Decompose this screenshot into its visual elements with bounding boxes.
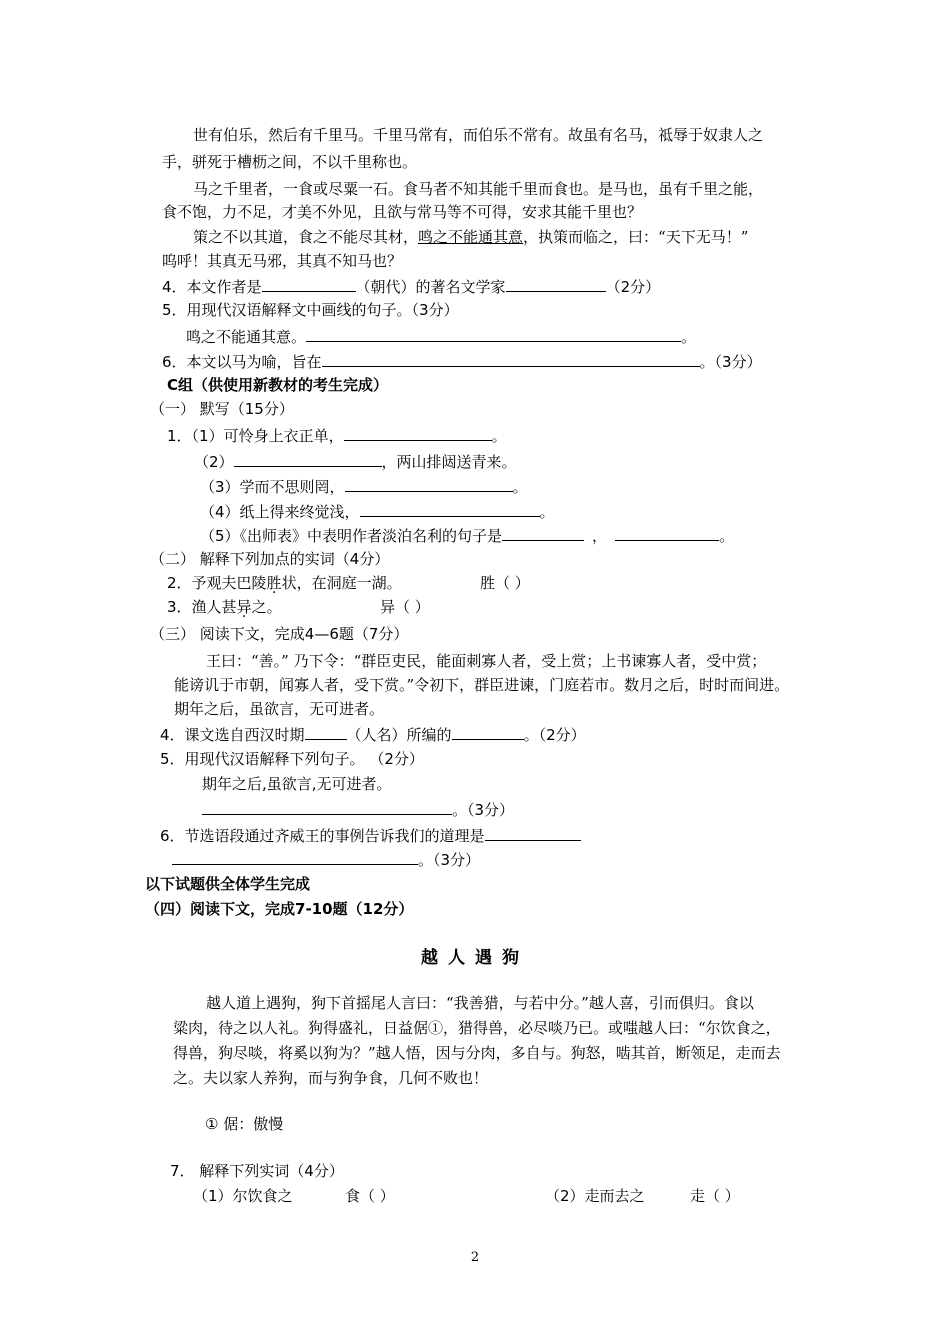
answer-blank[interactable] bbox=[344, 424, 492, 441]
text: ，两山排闼送青来。 bbox=[381, 453, 517, 471]
answer-blank[interactable] bbox=[262, 275, 356, 292]
section-header: C组（供使用新教材的考生完成） bbox=[167, 376, 389, 394]
answer-blank[interactable] bbox=[452, 723, 524, 740]
reading-line: 期年之后，虽欲言，无可进者。 bbox=[174, 700, 385, 718]
section-title: （三） 阅读下文，完成4—6题（7分） bbox=[150, 625, 409, 643]
answer-blank[interactable] bbox=[506, 275, 606, 292]
answer-blank[interactable] bbox=[305, 723, 347, 740]
dictation-3 bbox=[200, 475, 528, 498]
text: 1．（1）可怜身上衣正单， bbox=[167, 427, 344, 445]
text: （5）《出师表》中表明作者淡泊名利的句子是 bbox=[200, 527, 503, 545]
c-question-5-sentence: 期年之后,虽欲言,无可进者。 bbox=[202, 775, 392, 793]
underlined-sentence: 鸣之不能通其意 bbox=[418, 228, 524, 246]
text: 4．本文作者是 bbox=[162, 278, 262, 296]
text: 。（3分） bbox=[452, 801, 515, 819]
passage-line: 得兽，狗尽啖，将奚以狗为？”越人悟，因与分肉，多自与。狗怒，啮其首，断领足，走而去 bbox=[173, 1044, 781, 1062]
word-answer-2[interactable]: 胜（ ） bbox=[480, 574, 530, 592]
word-question-3 bbox=[167, 596, 282, 618]
text: （人名）所编的 bbox=[346, 726, 452, 744]
passage-line: 食不饱，力不足，才美不外见，且欲与常马等不可得，安求其能千里也？ bbox=[162, 203, 643, 221]
c-question-4 bbox=[160, 723, 586, 746]
text: ， bbox=[592, 527, 608, 545]
question-7-1-answer[interactable]: 食（ ） bbox=[345, 1187, 395, 1205]
passage-line: 马之千里者，一食或尽粟一石。食马者不知其能千里而食也。是马也，虽有千里之能， bbox=[193, 180, 764, 198]
passage-line: 世有伯乐，然后有千里马。千里马常有，而伯乐不常有。故虽有名马，祗辱于奴隶人之 bbox=[193, 126, 764, 144]
dotted-word: 胜 bbox=[266, 574, 282, 592]
text: 。 bbox=[512, 478, 528, 496]
dictation-2 bbox=[194, 450, 517, 473]
answer-blank[interactable] bbox=[234, 450, 382, 467]
dictation-1 bbox=[167, 424, 507, 447]
text: 。（3分） bbox=[418, 851, 481, 869]
answer-blank[interactable] bbox=[485, 824, 581, 841]
section-title: （一） 默写（15分） bbox=[150, 400, 294, 418]
question-7-2: （2）走而去之 bbox=[545, 1187, 645, 1205]
answer-blank[interactable] bbox=[345, 475, 513, 492]
text: 。（2分） bbox=[523, 726, 586, 744]
text: 策之不以其道，食之不能尽其材， bbox=[193, 228, 419, 246]
question-7-1: （1）尔饮食之 bbox=[193, 1187, 293, 1205]
text: 。 bbox=[681, 328, 697, 346]
reading-line: 王曰：“善。” 乃下令：“群臣吏民，能面刺寡人者，受上赏；上书谏寡人者，受中赏； bbox=[206, 652, 767, 670]
question-7: 7． 解释下列实词（4分） bbox=[170, 1162, 344, 1180]
c-question-6 bbox=[160, 824, 581, 847]
c-question-5-answer bbox=[202, 798, 514, 821]
text: 4．课文选自西汉时期 bbox=[160, 726, 305, 744]
text: 3．渔人甚 bbox=[167, 598, 237, 616]
dotted-word: 异 bbox=[236, 598, 252, 616]
text: 。 bbox=[719, 527, 735, 545]
text: 2．予观夫巴陵 bbox=[167, 574, 267, 592]
passage-title: 越人遇狗 bbox=[421, 948, 529, 968]
text: 状，在洞庭一湖。 bbox=[281, 574, 402, 592]
answer-blank[interactable] bbox=[202, 798, 452, 815]
question-6 bbox=[162, 350, 762, 373]
reading-line: 能谤讥于市朝，闻寡人者，受下赏。”令初下，群臣进谏，门庭若市。数月之后，时时而间进。 bbox=[174, 676, 790, 694]
passage-line: 粱肉，待之以人礼。狗得盛礼，日益倨①，猎得兽，必尽啖乃已。或嗤越人曰：“尔饮食之， bbox=[173, 1019, 781, 1037]
passage-line: 手，骈死于槽枥之间，不以千里称也。 bbox=[162, 153, 418, 171]
text: ，执策而临之，曰：“天下无马！” bbox=[523, 228, 749, 246]
text: 。 bbox=[539, 503, 555, 521]
c-question-6-answer bbox=[172, 848, 480, 871]
answer-blank[interactable] bbox=[360, 500, 540, 517]
answer-blank[interactable] bbox=[322, 350, 700, 367]
question-4 bbox=[162, 275, 660, 298]
answer-blank[interactable] bbox=[172, 848, 418, 865]
answer-blank[interactable] bbox=[306, 325, 681, 342]
text: 6．节选语段通过齐威王的事例告诉我们的道理是 bbox=[160, 827, 485, 845]
answer-blank[interactable] bbox=[615, 524, 719, 541]
section-header: 以下试题供全体学生完成 bbox=[145, 875, 311, 893]
passage-line: 呜呼！其真无马邪，其真不知马也？ bbox=[162, 252, 403, 270]
answer-blank[interactable] bbox=[502, 524, 584, 541]
text: （3）学而不思则罔， bbox=[200, 478, 345, 496]
text: （朝代）的著名文学家 bbox=[355, 278, 506, 296]
text: 鸣之不能通其意。 bbox=[186, 328, 307, 346]
question-5-answer bbox=[186, 325, 696, 348]
text: 。 bbox=[491, 427, 507, 445]
text: （2） bbox=[194, 453, 234, 471]
section-title: （四）阅读下文，完成7-10题（12分） bbox=[145, 900, 414, 918]
footnote: ① 倨：傲慢 bbox=[205, 1115, 284, 1133]
dictation-5 bbox=[200, 524, 734, 547]
page-number: 2 bbox=[470, 1250, 480, 1265]
word-answer-3[interactable]: 异（ ） bbox=[380, 598, 430, 616]
c-question-5: 5．用现代汉语解释下列句子。 （2分） bbox=[160, 750, 424, 768]
text: （2分） bbox=[605, 278, 661, 296]
question-7-2-answer[interactable]: 走（ ） bbox=[690, 1187, 740, 1205]
text: 。（3分） bbox=[699, 353, 762, 371]
question-5: 5．用现代汉语解释文中画线的句子。（3分） bbox=[162, 301, 459, 319]
passage-line: 越人道上遇狗，狗下首摇尾人言曰：“我善猎，与若中分。”越人喜，引而俱归。食以 bbox=[206, 994, 754, 1012]
passage-line: 之。夫以家人养狗，而与狗争食，几何不败也！ bbox=[173, 1069, 489, 1087]
text: 之。 bbox=[251, 598, 282, 616]
dictation-4 bbox=[200, 500, 555, 523]
text: （4）纸上得来终觉浅， bbox=[200, 503, 360, 521]
section-title: （二） 解释下列加点的实词（4分） bbox=[150, 550, 390, 568]
passage-line bbox=[193, 226, 748, 248]
text: 6．本文以马为喻，旨在 bbox=[162, 353, 322, 371]
word-question-2 bbox=[167, 572, 402, 594]
